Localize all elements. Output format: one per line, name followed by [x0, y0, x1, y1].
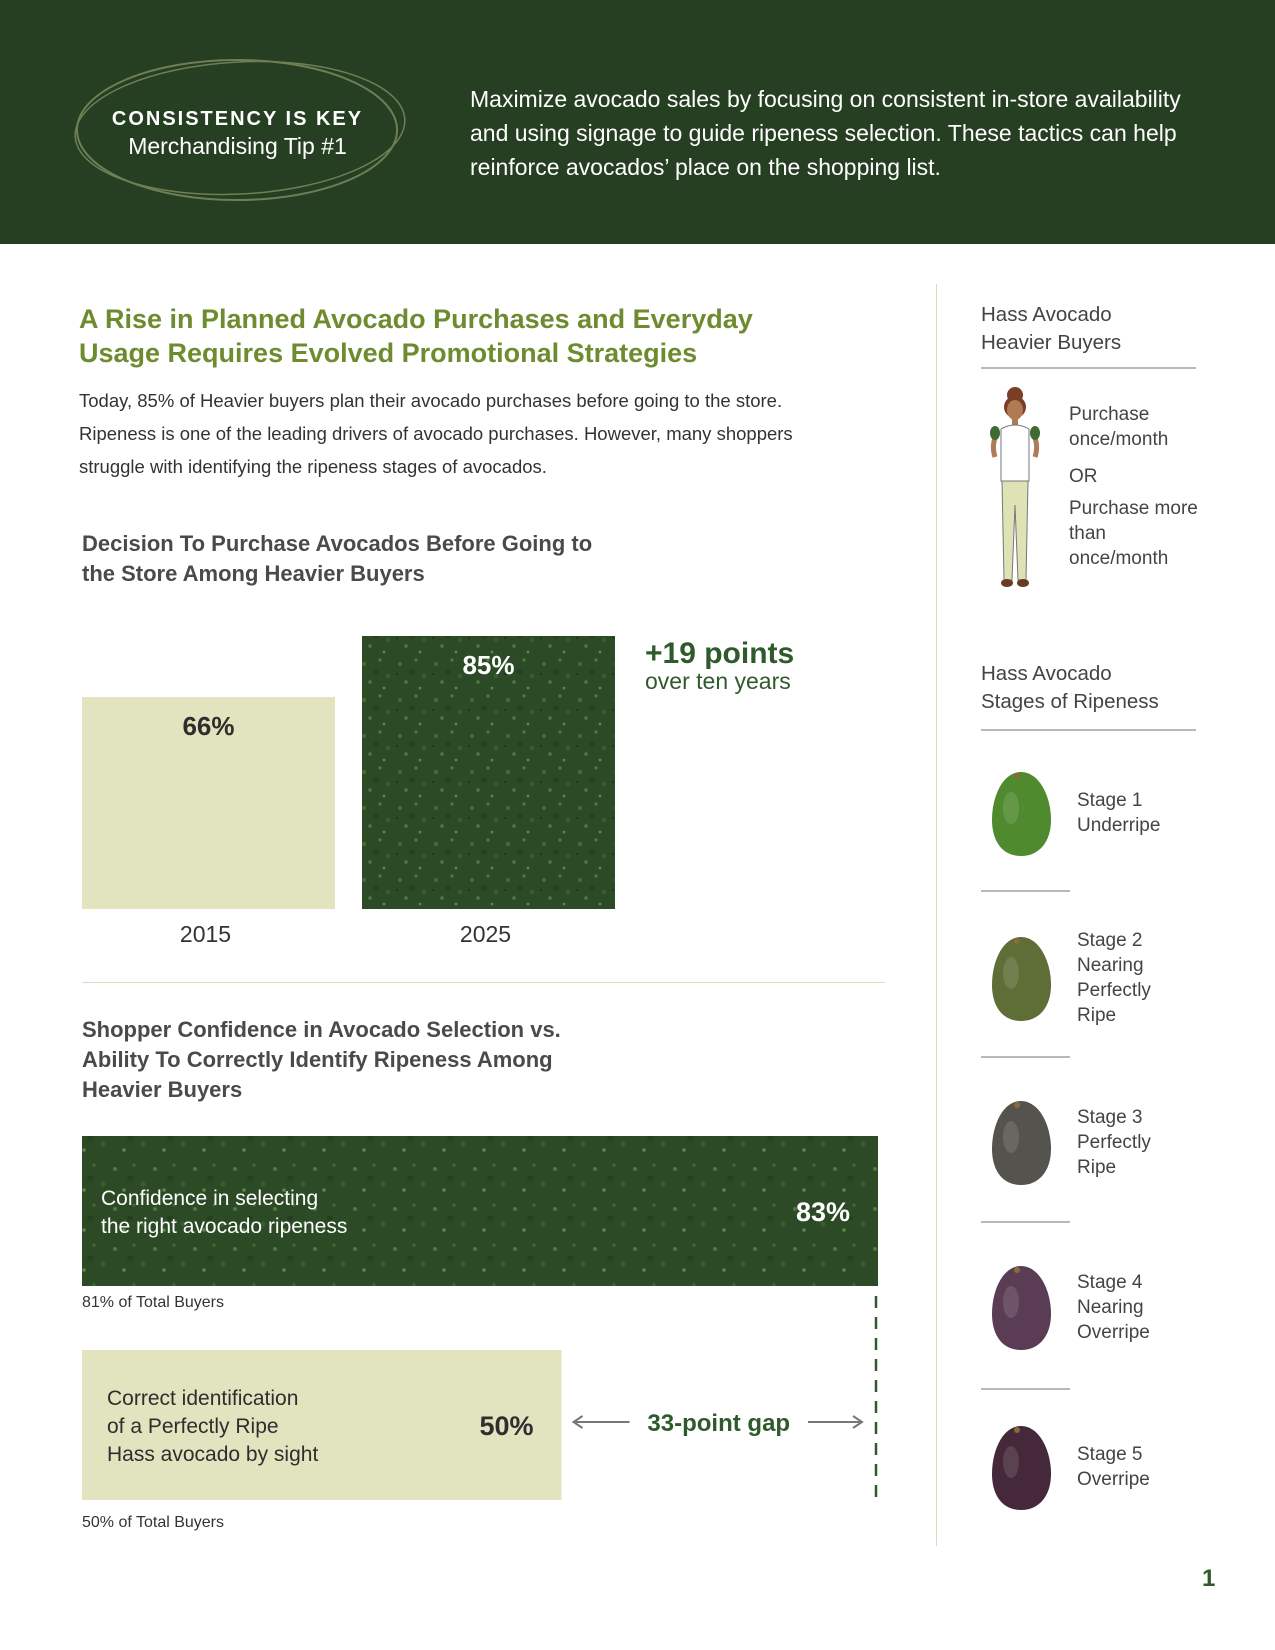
- stage-label-line: Stage 4: [1077, 1271, 1143, 1293]
- stage-separator: [981, 1221, 1070, 1223]
- avocado-stem: [1014, 1427, 1020, 1433]
- hbar-category-label: the right avocado ripeness: [101, 1215, 348, 1238]
- chart2-note-confidence: 81% of Total Buyers: [82, 1294, 225, 1311]
- badge-subtitle: Merchandising Tip #1: [128, 133, 347, 159]
- chart1-callout-headline: +19 points: [645, 637, 795, 670]
- avocado-highlight: [1003, 1121, 1019, 1153]
- avocado-stage-2-icon: [989, 933, 1054, 1023]
- stage-label-line: Nearing: [1077, 955, 1144, 976]
- frequency-or: OR: [1069, 466, 1098, 487]
- intro-text: Maximize avocado sales by focusing on consistent in-store availability and using signage to guide ripeness selection. These tactics can help reinforce avocados’ place on the shopping list.: [470, 86, 1181, 180]
- stage-label-line: Overripe: [1077, 1321, 1150, 1343]
- hbar-category-label: Correct identification: [107, 1387, 299, 1410]
- column-divider: [936, 284, 937, 1546]
- stage-label-line: Stage 1: [1077, 790, 1143, 811]
- avocado-stage-1-icon: [989, 768, 1054, 858]
- hbar-value-label: 50%: [479, 1411, 534, 1441]
- stages-heading-line: Stages of Ripeness: [981, 690, 1159, 713]
- frequency-more-than-once: Purchase more than once/month: [1069, 498, 1198, 569]
- avocado-stem: [1014, 938, 1020, 944]
- chart1-title: Decision To Purchase Avocados Before Going to the Store Among Heavier Buyers: [82, 531, 593, 586]
- stage-5-label: [1077, 1442, 1150, 1492]
- buyers-heading-rule: [981, 367, 1196, 369]
- avocado-stage-3-icon: [989, 1097, 1054, 1187]
- gap-label: 33-point gap: [647, 1410, 791, 1437]
- stages-heading-rule: [981, 729, 1196, 731]
- stage-label-line: Ripe: [1077, 1005, 1117, 1026]
- avocado-stem: [1014, 773, 1020, 779]
- avocado-body: [992, 1266, 1051, 1350]
- stage-label-line: Perfectly: [1077, 1131, 1151, 1153]
- hbar-value-label: 83%: [795, 1197, 850, 1227]
- stage-2-label: [1077, 928, 1151, 1028]
- hbar-confidence: [82, 1136, 878, 1286]
- chart1-callout-subtext: over ten years: [645, 668, 791, 694]
- avocado-stage-4-icon: [989, 1262, 1054, 1352]
- stage-label-line: Stage 3: [1077, 1106, 1143, 1128]
- stages-heading-line: Hass Avocado: [981, 662, 1112, 685]
- stage-label-line: Stage 5: [1077, 1444, 1143, 1465]
- stage-separator: [981, 890, 1070, 892]
- stages-heading: [981, 660, 1159, 716]
- bar-value-label: 66%: [182, 711, 235, 742]
- hbar-category-label: Confidence in selecting: [101, 1187, 319, 1210]
- stage-label-line: Perfectly: [1077, 980, 1151, 1001]
- hbar-category-label: Hass avocado by sight: [107, 1443, 319, 1466]
- confidence-chart: [70, 1120, 900, 1540]
- avocado-stem: [1014, 1102, 1020, 1108]
- stage-label-line: Stage 2: [1077, 930, 1143, 951]
- buyers-heading: [981, 301, 1121, 357]
- avocado-highlight: [1003, 792, 1019, 824]
- avocado-body: [992, 1101, 1051, 1185]
- buyers-heading-line: Heavier Buyers: [981, 331, 1122, 354]
- stage-label-line: Ripe: [1077, 1156, 1117, 1178]
- bar-value-label: 85%: [462, 650, 515, 680]
- avocado-highlight: [1003, 957, 1019, 989]
- avocado-body: [992, 1426, 1051, 1510]
- badge-title: CONSISTENCY IS KEY: [111, 108, 364, 130]
- header-band: [0, 0, 1275, 244]
- chart2-note-identification: 50% of Total Buyers: [82, 1514, 225, 1531]
- category-label: 2025: [459, 921, 512, 947]
- avocado-highlight: [1003, 1446, 1019, 1478]
- category-label: 2015: [179, 921, 232, 947]
- stage-separator: [981, 1388, 1070, 1390]
- page-heading: A Rise in Planned Avocado Purchases and Everyday Usage Requires Evolved Promotional Strategies: [79, 304, 753, 368]
- chart2-title: Shopper Confidence in Avocado Selection vs. Ability To Correctly Identify Ripeness Among Heavier Buyers: [82, 1017, 561, 1102]
- avocado-highlight: [1003, 1286, 1019, 1318]
- avocado-body: [992, 772, 1051, 856]
- shopper-illustration: [985, 385, 1045, 593]
- stage-4-label: [1077, 1270, 1150, 1345]
- stage-label-line: Underripe: [1077, 815, 1161, 836]
- section-divider: [82, 982, 885, 983]
- stage-label-line: Nearing: [1077, 1296, 1144, 1318]
- stage-3-label: [1077, 1105, 1151, 1180]
- stage-label-line: Overripe: [1077, 1469, 1150, 1490]
- avocado-stage-5-icon: [989, 1422, 1054, 1512]
- hbar-category-label: of a Perfectly Ripe: [107, 1415, 279, 1438]
- page-number: 1: [1202, 1565, 1216, 1592]
- avocado-stem: [1014, 1267, 1020, 1273]
- avocado-body: [992, 937, 1051, 1021]
- intro-paragraph: Today, 85% of Heavier buyers plan their avocado purchases before going to the store. Ripeness is one of the leading drivers of avocado purchases. However, many shoppers struggle with identifying the ripeness stages of avocados.: [79, 390, 793, 477]
- frequency-once-month: Purchase once/month: [1069, 404, 1169, 450]
- buyers-heading-line: Hass Avocado: [981, 303, 1112, 326]
- stage-1-label: [1077, 788, 1160, 838]
- gap-annotation: [574, 1410, 862, 1437]
- stage-separator: [981, 1056, 1070, 1058]
